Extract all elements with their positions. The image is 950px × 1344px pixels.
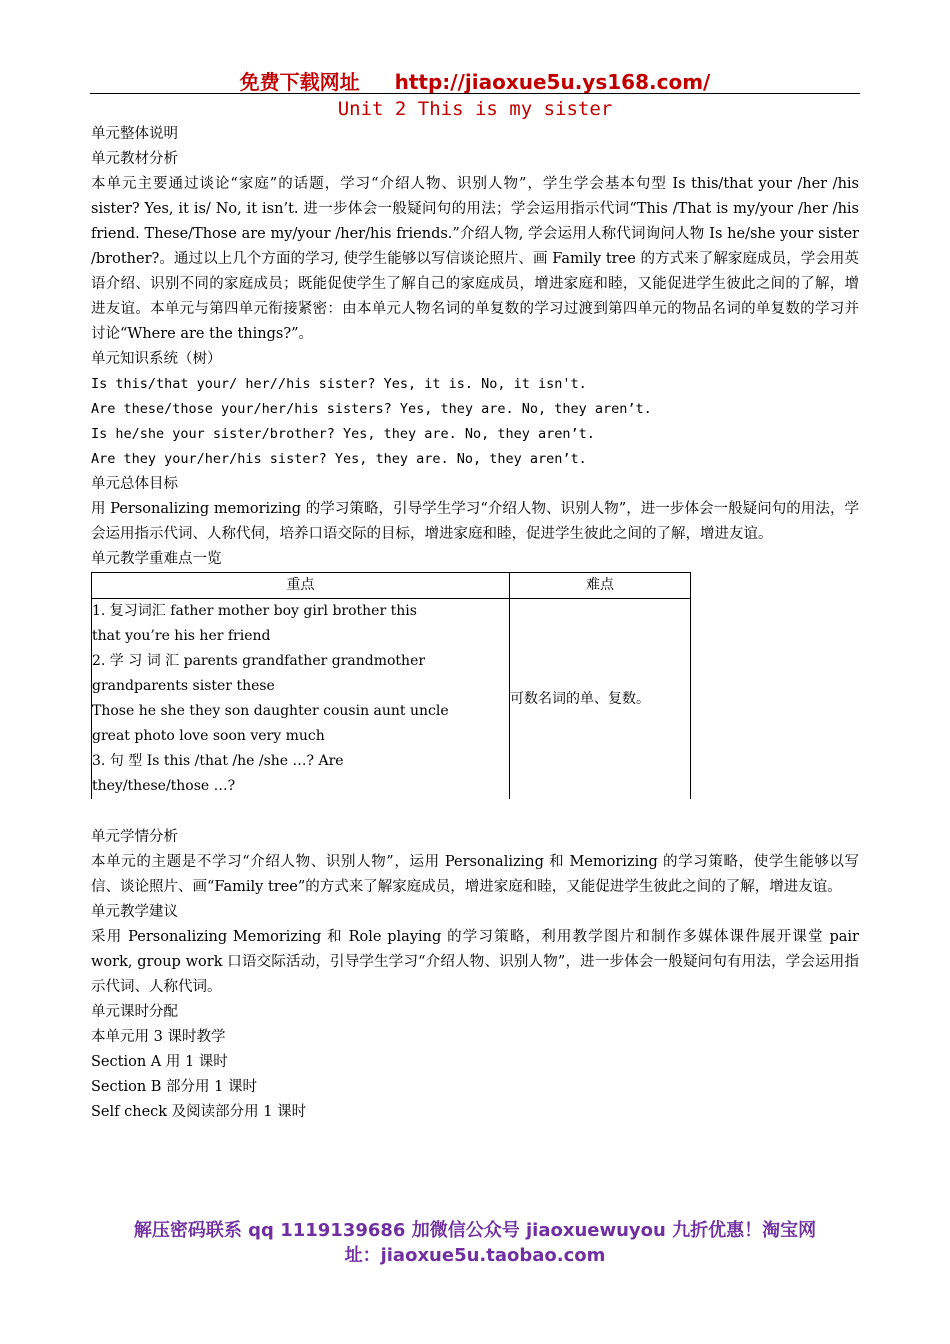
- knowledge-line-2: Are these/those your/her/his sisters? Yes, they are. No, they aren’t.: [91, 401, 652, 417]
- footer-taobao-link[interactable]: 址：jiaoxue5u.taobao.com: [344, 1245, 606, 1266]
- key-point-line: 1. 复习词汇 father mother boy girl brother this: [92, 603, 417, 619]
- schedule-heading: 单元课时分配: [91, 1004, 178, 1020]
- goals-paragraph: 用 Personalizing memorizing 的学习策略，引导学生学习“介绍人物、识别人物”，进一步体会一般疑问句的用法，学会运用指示代词、人称代伺，培养口语交际的目标，增进家庭和睦，促进学生彼此之间的了解，增进友谊。: [91, 501, 859, 542]
- document-body: [91, 122, 859, 1125]
- contact-footer: [0, 1218, 950, 1268]
- key-point-line: that you’re his her friend: [92, 628, 271, 644]
- footer-contact-line: 解压密码联系 qq 1119139686 加微信公众号 jiaoxuewuyou 九折优惠！淘宝网: [133, 1220, 817, 1241]
- header-rule: [90, 93, 860, 94]
- download-label: 免费下载网址: [239, 70, 360, 94]
- difficult-points-cell: 可数名词的单、复数。: [510, 599, 691, 800]
- suggestions-heading: 单元教学建议: [91, 904, 178, 920]
- key-point-line: they/these/those …?: [92, 778, 236, 794]
- key-points-cell: [92, 599, 510, 800]
- overview-heading: 单元整体说明: [91, 126, 178, 142]
- learners-paragraph: 本单元的主题是不学习“介绍人物、识别人物”，运用 Personalizing 和 Memorizing 的学习策略，使学生能够以写信、谈论照片、画“Family tree”的方式来了解家庭成员，增进家庭和睦，又能促进学生彼此之间的了解，增进友谊。: [91, 854, 859, 895]
- page-title: Unit 2 This is my sister: [337, 98, 613, 120]
- schedule-line-2: Section A 用 1 课时: [91, 1054, 228, 1070]
- key-point-line: great photo love soon very much: [92, 728, 325, 744]
- knowledge-line-3: Is he/she your sister/brother? Yes, they are. No, they aren’t.: [91, 426, 595, 442]
- key-point-line: grandparents sister these: [92, 678, 275, 694]
- goals-heading: 单元总体目标: [91, 476, 178, 492]
- materials-paragraph: 本单元主要通过谈论“家庭”的话题，学习“介绍人物、识别人物”，学生学会基本句型 Is this/that your /her /his sister? Yes, it is/ No, it isn’t. 进一步体会一般疑问句的用法；学会运用指示代词“This /That is my/your /her /his friend. These/Those are my/your /her/his friends.”介绍人物, 学会运用人称代词询问人物 Is he/she your sister /brother?。通过以上几个方面的学习, 使学生能够以写信谈论照片、画 Family tree 的方式来了解家庭成员，学会用英语介绍、识别不同的家庭成员；既能促使学生了解自己的家庭成员，增进家庭和睦，又能促进学生彼此之间的了解，增进友谊。本单元与第四单元衔接紧密：由本单元人物名词的单复数的学习过渡到第四单元的物品名词的单复数的学习并讨论“Where are the things?”。: [91, 176, 859, 342]
- keypoints-table: [91, 572, 691, 799]
- spacer: [91, 799, 859, 825]
- key-point-line: 3. 句 型 Is this /that /he /she …? Are: [92, 753, 344, 769]
- download-url-link[interactable]: http://jiaoxue5u.ys168.com/: [394, 70, 711, 94]
- key-point-line: 2. 学 习 词 汇 parents grandfather grandmother: [92, 653, 426, 669]
- table-header-key: 重点: [92, 573, 510, 599]
- download-header: [0, 66, 950, 95]
- schedule-line-1: 本单元用 3 课时教学: [91, 1029, 226, 1045]
- key-point-line: Those he she they son daughter cousin aunt uncle: [92, 703, 449, 719]
- learners-heading: 单元学情分析: [91, 829, 178, 845]
- knowledge-line-4: Are they your/her/his sister? Yes, they are. No, they aren’t.: [91, 451, 587, 467]
- schedule-line-4: Self check 及阅读部分用 1 课时: [91, 1104, 307, 1120]
- table-header-difficult: 难点: [510, 573, 691, 599]
- materials-heading: 单元教材分析: [91, 151, 178, 167]
- suggestions-paragraph: 采用 Personalizing Memorizing 和 Role playing 的学习策略，利用教学图片和制作多媒体课件展开课堂 pair work, group work 口语交际活动，引导学生学习“介绍人物、识别人物”，进一步体会一般疑问句有用法，学会运用指示代词、人称代词。: [91, 929, 859, 995]
- knowledge-line-1: Is this/that your/ her//his sister? Yes, it is. No, it isn't.: [91, 376, 587, 392]
- keypoints-heading: 单元教学重难点一览: [91, 551, 222, 567]
- knowledge-heading: 单元知识系统（树）: [91, 351, 222, 367]
- schedule-line-3: Section B 部分用 1 课时: [91, 1079, 257, 1095]
